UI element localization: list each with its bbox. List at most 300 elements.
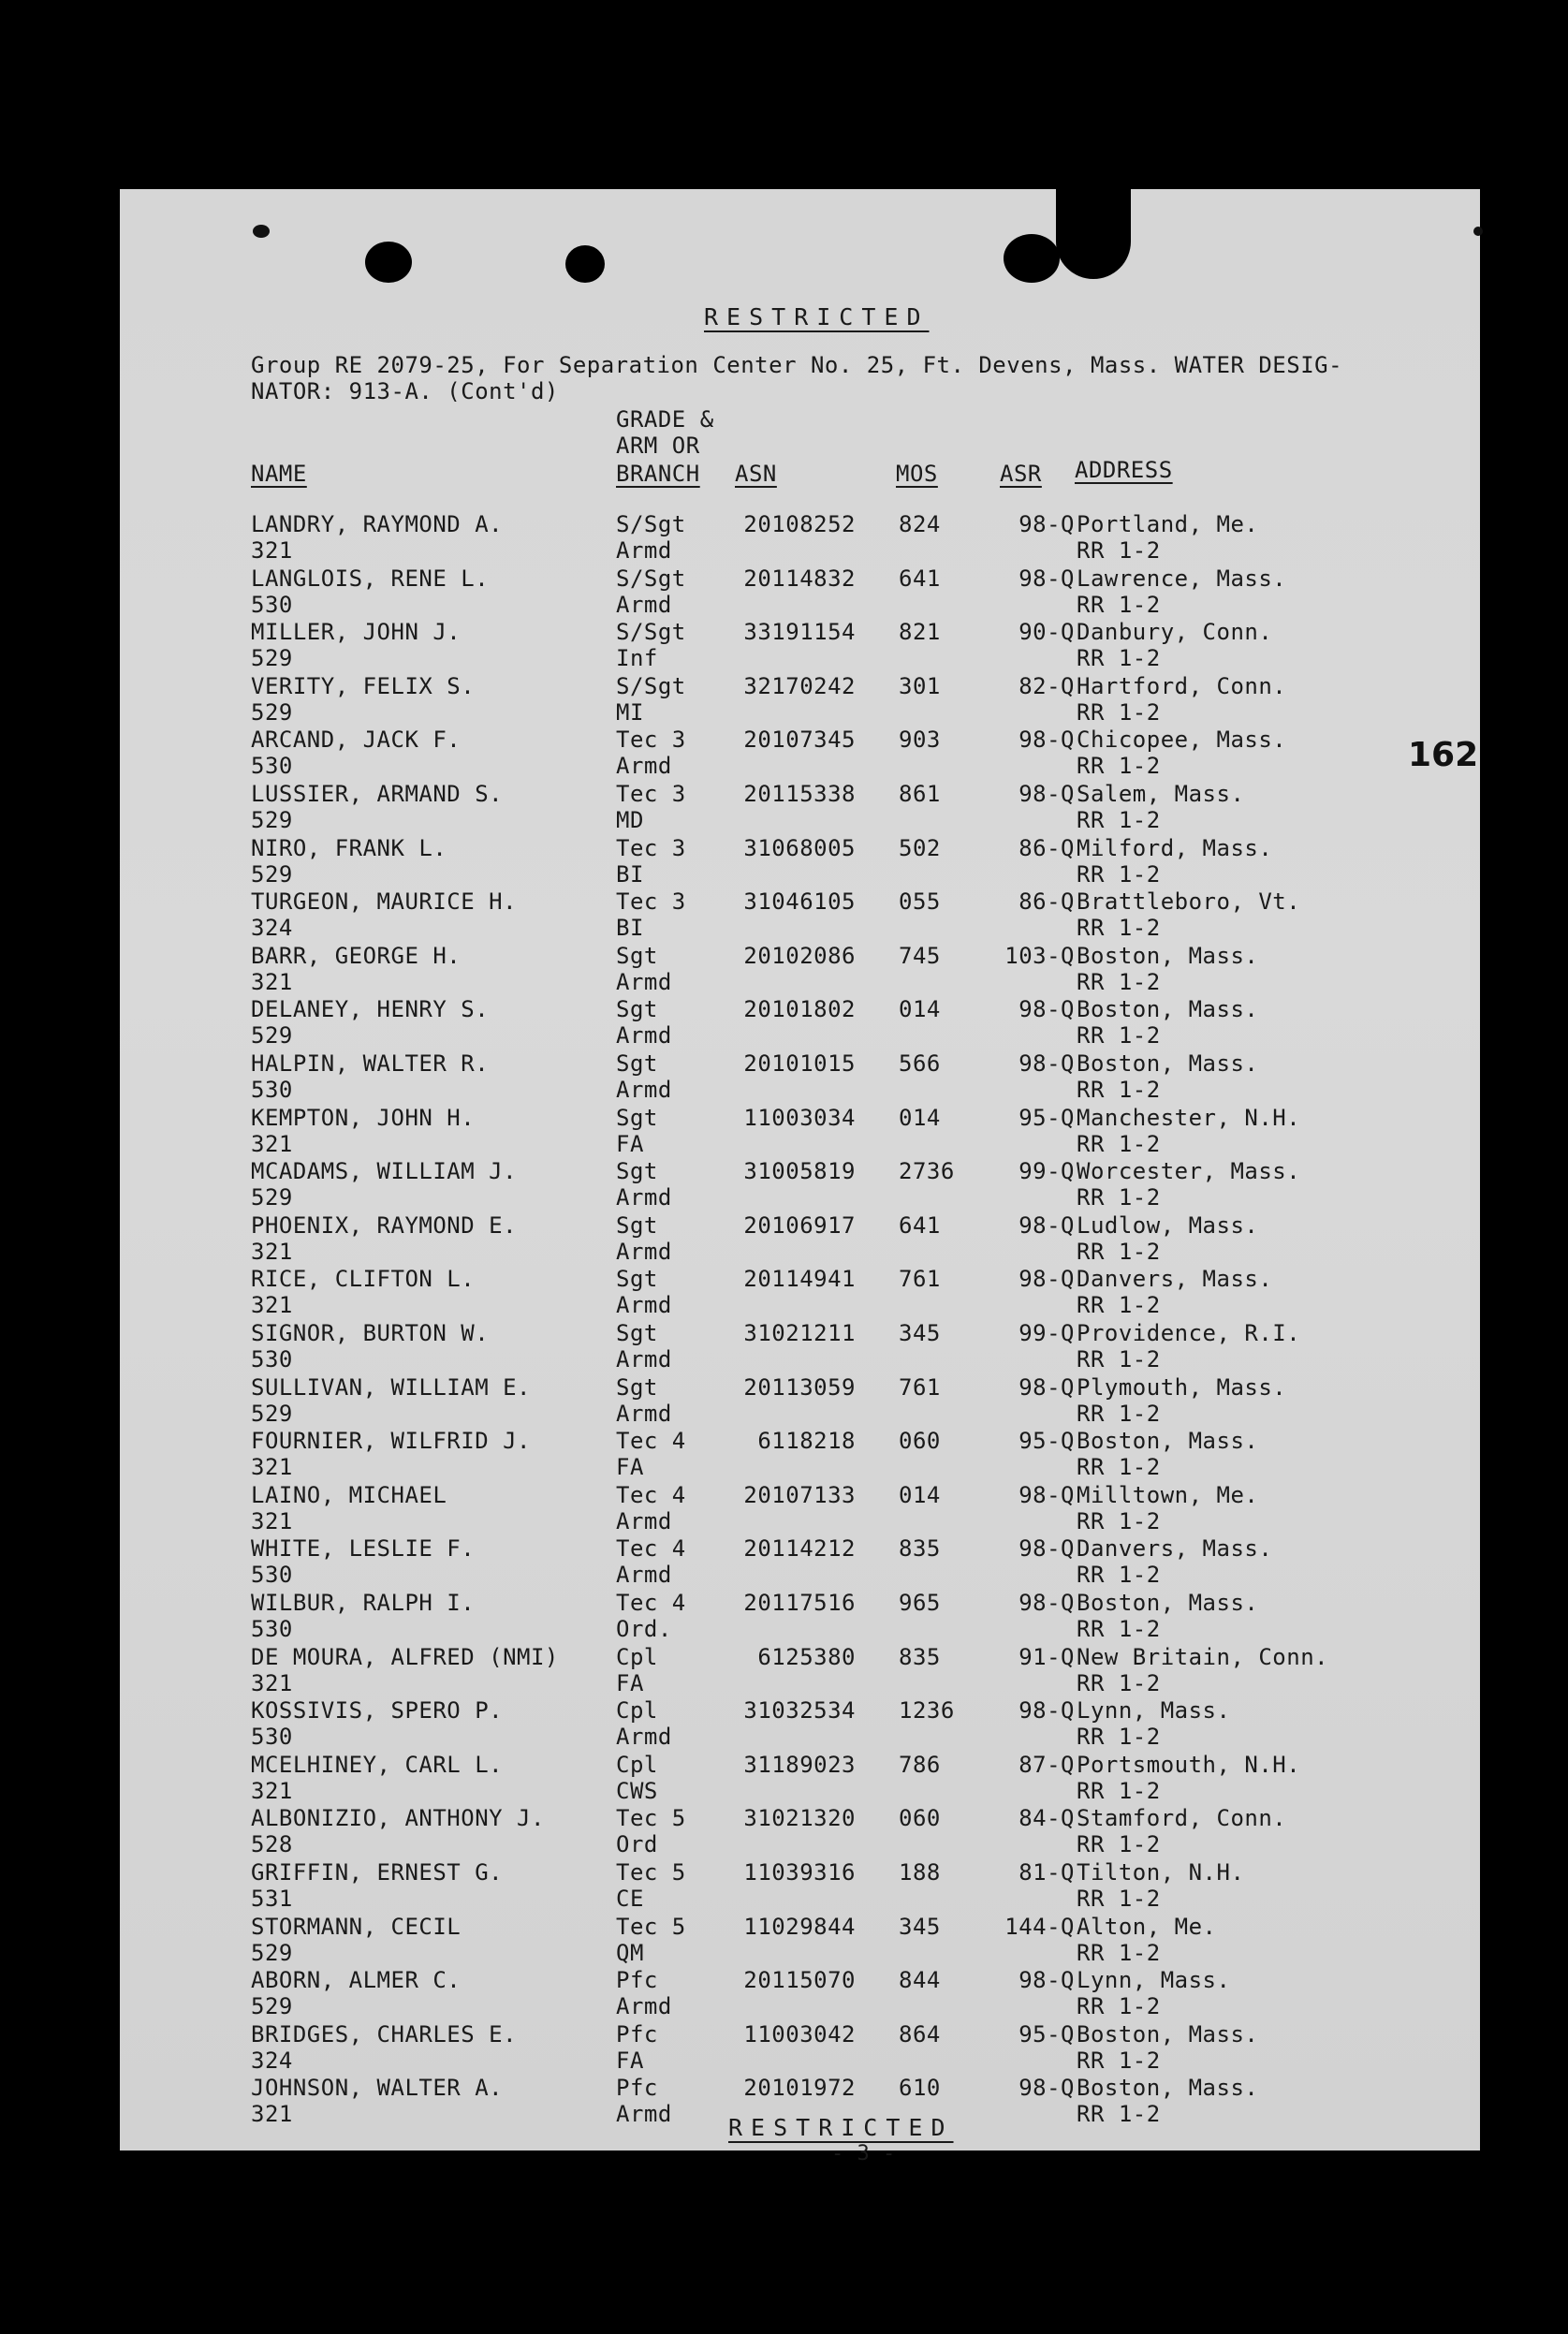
cell-rr: RR 1-2 <box>1077 1077 1161 1103</box>
table-row <box>120 996 1480 1050</box>
cell-asr: 144-Q <box>1004 1913 1075 1940</box>
cell-code: 321 <box>251 537 293 564</box>
cell-asr: 98-Q <box>1018 1590 1075 1616</box>
column-head-mos: MOS <box>896 461 938 487</box>
cell-name: LUSSIER, ARMAND S. <box>251 781 504 807</box>
cell-code: 321 <box>251 1292 293 1319</box>
cell-city: Milltown, Me. <box>1077 1481 1259 1508</box>
cell-code: 529 <box>251 1939 293 1966</box>
cell-city: Salem, Mass. <box>1077 781 1245 807</box>
cell-name: NIRO, FRANK L. <box>251 834 447 861</box>
cell-branch: MD <box>616 807 644 833</box>
cell-asr: 98-Q <box>1018 727 1075 754</box>
cell-mos: 864 <box>899 2020 941 2048</box>
cell-name: WHITE, LESLIE F. <box>251 1535 476 1563</box>
cell-asn: 20114941 <box>743 1266 856 1293</box>
cell-mos: 821 <box>899 619 941 646</box>
cell-branch: FA <box>616 1669 644 1696</box>
group-line-1: Group RE 2079-25, For Separation Center No. 25, Ft. Devens, Mass. WATER DESIG- <box>251 352 1343 378</box>
cell-name: KOSSIVIS, SPERO P. <box>251 1697 504 1725</box>
cell-asn: 20114832 <box>743 565 856 592</box>
cell-rr: RR 1-2 <box>1077 1130 1161 1157</box>
cell-code: 531 <box>251 1886 293 1912</box>
table-row <box>120 619 1480 673</box>
cell-mos: 014 <box>899 1104 941 1131</box>
cell-rr: RR 1-2 <box>1077 860 1161 888</box>
cell-grade: Tec 3 <box>616 781 686 807</box>
cell-city: Boston, Mass. <box>1077 996 1259 1023</box>
cell-branch: Armd <box>616 1724 672 1751</box>
cell-rr: RR 1-2 <box>1077 1777 1161 1804</box>
cell-branch: BI <box>616 915 644 942</box>
cell-asr: 98-Q <box>1018 1535 1075 1563</box>
cell-asn: 20101015 <box>743 1050 856 1077</box>
cell-asn: 20102086 <box>743 942 856 969</box>
cell-asn: 20107133 <box>743 1481 856 1508</box>
cell-grade: Cpl <box>616 1697 658 1725</box>
table-row <box>120 1697 1480 1752</box>
column-head-asn: ASN <box>735 461 777 487</box>
cell-name: VERITY, FELIX S. <box>251 672 476 699</box>
cell-mos: 566 <box>899 1050 941 1077</box>
cell-code: 530 <box>251 1724 293 1751</box>
column-head-grade-line1: GRADE & <box>616 406 714 433</box>
table-row <box>120 1859 1480 1914</box>
cell-asr: 98-Q <box>1018 1697 1075 1725</box>
cell-name: SIGNOR, BURTON W. <box>251 1320 490 1346</box>
restricted-header: RESTRICTED <box>704 303 930 330</box>
cell-branch: Armd <box>616 1238 672 1265</box>
cell-rr: RR 1-2 <box>1077 537 1161 564</box>
cell-grade: Pfc <box>616 2020 658 2048</box>
cell-asn: 6118218 <box>757 1428 856 1455</box>
cell-branch: QM <box>616 1939 644 1966</box>
cell-mos: 844 <box>899 1967 941 1994</box>
cell-branch: Armd <box>616 1292 672 1319</box>
cell-rr: RR 1-2 <box>1077 1669 1161 1696</box>
cell-asn: 31021320 <box>743 1805 856 1832</box>
cell-name: ABORN, ALMER C. <box>251 1967 462 1994</box>
table-row <box>120 565 1480 620</box>
cell-code: 324 <box>251 2047 293 2074</box>
column-head-grade-line2: ARM OR <box>616 433 700 459</box>
cell-code: 321 <box>251 1238 293 1265</box>
cell-city: Manchester, N.H. <box>1077 1104 1301 1131</box>
table-row <box>120 1428 1480 1482</box>
cell-city: Plymouth, Mass. <box>1077 1373 1287 1401</box>
cell-asn: 11003034 <box>743 1104 856 1131</box>
cell-code: 529 <box>251 1400 293 1427</box>
table-row <box>120 1050 1480 1105</box>
cell-code: 529 <box>251 645 293 672</box>
cell-name: DE MOURA, ALFRED (NMI) <box>251 1643 559 1670</box>
table-row <box>120 1535 1480 1590</box>
table-row <box>120 1644 1480 1698</box>
cell-branch: Armd <box>616 1346 672 1373</box>
page-number: - 3 - <box>831 2142 896 2165</box>
cell-asn: 20115338 <box>743 781 856 807</box>
cell-asr: 99-Q <box>1018 1158 1075 1185</box>
cell-rr: RR 1-2 <box>1077 753 1161 780</box>
cell-city: Lynn, Mass. <box>1077 1697 1231 1725</box>
cell-asn: 20108252 <box>743 511 856 537</box>
cell-asr: 98-Q <box>1018 2075 1075 2102</box>
cell-name: LANGLOIS, RENE L. <box>251 565 490 592</box>
cell-code: 530 <box>251 1077 293 1103</box>
cell-code: 321 <box>251 1507 293 1534</box>
punch-hole-left <box>365 242 412 283</box>
cell-asn: 31046105 <box>743 888 856 916</box>
cell-city: Ludlow, Mass. <box>1077 1211 1259 1239</box>
punch-hole-middle <box>565 245 605 283</box>
cell-branch: Armd <box>616 1184 672 1211</box>
cell-rr: RR 1-2 <box>1077 1831 1161 1858</box>
cell-grade: Sgt <box>616 1050 658 1077</box>
table-row <box>120 1320 1480 1374</box>
cell-code: 321 <box>251 968 293 995</box>
cell-city: Worcester, Mass. <box>1077 1158 1301 1185</box>
cell-name: BRIDGES, CHARLES E. <box>251 2020 518 2048</box>
cell-branch: Armd <box>616 1022 672 1050</box>
cell-city: Chicopee, Mass. <box>1077 727 1287 754</box>
cell-branch: Ord <box>616 1831 658 1858</box>
cell-city: Danbury, Conn. <box>1077 619 1273 646</box>
cell-branch: Armd <box>616 1562 672 1589</box>
cell-rr: RR 1-2 <box>1077 915 1161 942</box>
cell-asr: 86-Q <box>1018 834 1075 861</box>
cell-name: ALBONIZIO, ANTHONY J. <box>251 1805 545 1832</box>
cell-branch: Armd <box>616 537 672 564</box>
cell-code: 529 <box>251 1184 293 1211</box>
speck <box>1473 227 1483 236</box>
cell-mos: 345 <box>899 1320 941 1346</box>
cell-grade: Tec 3 <box>616 727 686 754</box>
cell-name: ARCAND, JACK F. <box>251 727 462 754</box>
cell-name: BARR, GEORGE H. <box>251 942 462 969</box>
cell-city: Hartford, Conn. <box>1077 672 1287 699</box>
cell-code: 321 <box>251 1130 293 1157</box>
cell-mos: 786 <box>899 1751 941 1778</box>
cell-rr: RR 1-2 <box>1077 2047 1161 2074</box>
cell-grade: Sgt <box>616 1373 658 1401</box>
group-line-2: NATOR: 913-A. (Cont'd) <box>251 378 559 404</box>
cell-name: PHOENIX, RAYMOND E. <box>251 1211 518 1239</box>
table-row <box>120 1805 1480 1859</box>
cell-branch: Armd <box>616 591 672 618</box>
cell-rr: RR 1-2 <box>1077 1292 1161 1319</box>
cell-name: FOURNIER, WILFRID J. <box>251 1428 531 1455</box>
table-row <box>120 1752 1480 1806</box>
cell-branch: MI <box>616 698 644 726</box>
cell-grade: Tec 4 <box>616 1428 686 1455</box>
cell-asr: 90-Q <box>1018 619 1075 646</box>
cell-rr: RR 1-2 <box>1077 968 1161 995</box>
cell-city: Boston, Mass. <box>1077 1428 1259 1455</box>
cell-grade: Sgt <box>616 1266 658 1293</box>
cell-grade: Tec 3 <box>616 888 686 916</box>
cell-code: 324 <box>251 915 293 942</box>
cell-name: MILLER, JOHN J. <box>251 619 462 646</box>
cell-asn: 11039316 <box>743 1859 856 1886</box>
cell-name: DELANEY, HENRY S. <box>251 996 490 1023</box>
cell-branch: BI <box>616 860 644 888</box>
cell-asr: 98-Q <box>1018 565 1075 592</box>
cell-city: Boston, Mass. <box>1077 1590 1259 1616</box>
cell-grade: Tec 5 <box>616 1913 686 1940</box>
cell-city: Boston, Mass. <box>1077 1050 1259 1077</box>
cell-asn: 20114212 <box>743 1535 856 1563</box>
cell-mos: 835 <box>899 1643 941 1670</box>
restricted-footer: RESTRICTED <box>728 2114 954 2141</box>
cell-city: Danvers, Mass. <box>1077 1535 1273 1563</box>
cell-name: HALPIN, WALTER R. <box>251 1050 490 1077</box>
cell-code: 530 <box>251 1562 293 1589</box>
cell-asn: 20113059 <box>743 1373 856 1401</box>
cell-asr: 98-Q <box>1018 1373 1075 1401</box>
cell-grade: Cpl <box>616 1643 658 1670</box>
cell-city: Alton, Me. <box>1077 1913 1217 1940</box>
cell-asr: 81-Q <box>1018 1859 1075 1886</box>
cell-name: JOHNSON, WALTER A. <box>251 2075 504 2102</box>
cell-grade: Cpl <box>616 1751 658 1778</box>
cell-rr: RR 1-2 <box>1077 1507 1161 1534</box>
cell-code: 528 <box>251 1831 293 1858</box>
table-row <box>120 1482 1480 1536</box>
cell-rr: RR 1-2 <box>1077 807 1161 833</box>
table-row <box>120 673 1480 727</box>
table-row <box>120 1914 1480 1968</box>
cell-branch: Inf <box>616 645 658 672</box>
table-row <box>120 943 1480 997</box>
cell-name: MCADAMS, WILLIAM J. <box>251 1158 518 1185</box>
cell-asn: 31005819 <box>743 1158 856 1185</box>
cell-mos: 060 <box>899 1805 941 1832</box>
column-head-branch: BRANCH <box>616 461 700 487</box>
cell-asr: 91-Q <box>1018 1643 1075 1670</box>
cell-code: 530 <box>251 591 293 618</box>
cell-city: Danvers, Mass. <box>1077 1266 1273 1293</box>
cell-grade: Tec 3 <box>616 834 686 861</box>
cell-mos: 014 <box>899 1481 941 1508</box>
cell-grade: Tec 5 <box>616 1859 686 1886</box>
cell-mos: 060 <box>899 1428 941 1455</box>
cell-grade: Sgt <box>616 1211 658 1239</box>
cell-rr: RR 1-2 <box>1077 698 1161 726</box>
cell-branch: Armd <box>616 2101 672 2128</box>
cell-branch: FA <box>616 2047 644 2074</box>
cell-grade: Tec 4 <box>616 1535 686 1563</box>
cell-asn: 20117516 <box>743 1590 856 1616</box>
cell-grade: Tec 4 <box>616 1481 686 1508</box>
table-row <box>120 511 1480 565</box>
table-row <box>120 1590 1480 1644</box>
cell-name: GRIFFIN, ERNEST G. <box>251 1859 504 1886</box>
cell-mos: 745 <box>899 942 941 969</box>
cell-asn: 11029844 <box>743 1913 856 1940</box>
table-row <box>120 1967 1480 2021</box>
cell-code: 529 <box>251 807 293 833</box>
cell-code: 530 <box>251 1346 293 1373</box>
column-head-asr: ASR <box>1000 461 1042 487</box>
cell-asr: 86-Q <box>1018 888 1075 916</box>
cell-code: 529 <box>251 698 293 726</box>
cell-mos: 861 <box>899 781 941 807</box>
cell-city: Portsmouth, N.H. <box>1077 1751 1301 1778</box>
stamp-number: 162 <box>1408 736 1479 774</box>
cell-city: Portland, Me. <box>1077 511 1259 537</box>
table-row <box>120 1158 1480 1212</box>
cell-mos: 301 <box>899 672 941 699</box>
cell-name: LAINO, MICHAEL <box>251 1481 447 1508</box>
cell-code: 530 <box>251 753 293 780</box>
cell-rr: RR 1-2 <box>1077 1939 1161 1966</box>
cell-city: Boston, Mass. <box>1077 2075 1259 2102</box>
cell-name: MCELHINEY, CARL L. <box>251 1751 504 1778</box>
cell-rr: RR 1-2 <box>1077 2101 1161 2128</box>
cell-name: RICE, CLIFTON L. <box>251 1266 476 1293</box>
cell-grade: Sgt <box>616 1158 658 1185</box>
cell-mos: 761 <box>899 1266 941 1293</box>
cell-asn: 20107345 <box>743 727 856 754</box>
table-row <box>120 835 1480 889</box>
cell-name: LANDRY, RAYMOND A. <box>251 511 504 537</box>
cell-city: Boston, Mass. <box>1077 2020 1259 2048</box>
cell-branch: FA <box>616 1454 644 1481</box>
cell-name: STORMANN, CECIL <box>251 1913 462 1940</box>
cell-city: Milford, Mass. <box>1077 834 1273 861</box>
cell-branch: Ord. <box>616 1616 672 1642</box>
cell-asn: 20106917 <box>743 1211 856 1239</box>
cell-rr: RR 1-2 <box>1077 1993 1161 2020</box>
cell-mos: 610 <box>899 2075 941 2102</box>
cell-mos: 835 <box>899 1535 941 1563</box>
cell-asn: 20101972 <box>743 2075 856 2102</box>
cell-mos: 014 <box>899 996 941 1023</box>
cell-branch: FA <box>616 1130 644 1157</box>
cell-asr: 95-Q <box>1018 1104 1075 1131</box>
paper-tear <box>1056 189 1131 279</box>
cell-grade: S/Sgt <box>616 511 686 537</box>
cell-rr: RR 1-2 <box>1077 1400 1161 1427</box>
cell-mos: 1236 <box>899 1697 955 1725</box>
cell-code: 321 <box>251 2101 293 2128</box>
cell-asn: 20115070 <box>743 1967 856 1994</box>
table-row <box>120 1105 1480 1159</box>
cell-asr: 99-Q <box>1018 1320 1075 1346</box>
cell-asn: 11003042 <box>743 2020 856 2048</box>
cell-mos: 824 <box>899 511 941 537</box>
cell-code: 529 <box>251 1993 293 2020</box>
cell-branch: CWS <box>616 1777 658 1804</box>
cell-grade: Tec 4 <box>616 1590 686 1616</box>
table-row <box>120 2021 1480 2076</box>
table-row <box>120 1212 1480 1267</box>
cell-city: Tilton, N.H. <box>1077 1859 1245 1886</box>
cell-name: WILBUR, RALPH I. <box>251 1590 476 1616</box>
cell-asn: 31032534 <box>743 1697 856 1725</box>
cell-branch: Armd <box>616 753 672 780</box>
cell-asr: 87-Q <box>1018 1751 1075 1778</box>
cell-branch: CE <box>616 1886 644 1912</box>
cell-mos: 965 <box>899 1590 941 1616</box>
table-row <box>120 1374 1480 1429</box>
cell-asr: 98-Q <box>1018 1967 1075 1994</box>
cell-mos: 055 <box>899 888 941 916</box>
cell-asr: 98-Q <box>1018 1050 1075 1077</box>
cell-city: Boston, Mass. <box>1077 942 1259 969</box>
cell-asn: 31068005 <box>743 834 856 861</box>
cell-asr: 84-Q <box>1018 1805 1075 1832</box>
cell-asn: 20101802 <box>743 996 856 1023</box>
cell-rr: RR 1-2 <box>1077 1184 1161 1211</box>
cell-rr: RR 1-2 <box>1077 1238 1161 1265</box>
table-row <box>120 888 1480 943</box>
cell-asn: 31021211 <box>743 1320 856 1346</box>
cell-city: New Britain, Conn. <box>1077 1643 1329 1670</box>
cell-code: 321 <box>251 1669 293 1696</box>
cell-mos: 345 <box>899 1913 941 1940</box>
cell-asr: 98-Q <box>1018 781 1075 807</box>
cell-rr: RR 1-2 <box>1077 591 1161 618</box>
column-head-address: ADDRESS <box>1075 457 1173 483</box>
cell-code: 529 <box>251 860 293 888</box>
cell-branch: Armd <box>616 968 672 995</box>
cell-grade: Pfc <box>616 2075 658 2102</box>
cell-grade: S/Sgt <box>616 565 686 592</box>
cell-code: 530 <box>251 1616 293 1642</box>
cell-city: Lynn, Mass. <box>1077 1967 1231 1994</box>
cell-asr: 98-Q <box>1018 1211 1075 1239</box>
cell-mos: 502 <box>899 834 941 861</box>
cell-code: 321 <box>251 1777 293 1804</box>
cell-code: 321 <box>251 1454 293 1481</box>
cell-grade: Tec 5 <box>616 1805 686 1832</box>
punch-hole-right <box>1004 234 1060 283</box>
cell-grade: Sgt <box>616 942 658 969</box>
cell-code: 529 <box>251 1022 293 1050</box>
cell-branch: Armd <box>616 1507 672 1534</box>
cell-city: Providence, R.I. <box>1077 1320 1301 1346</box>
cell-grade: Sgt <box>616 996 658 1023</box>
table-row <box>120 1266 1480 1320</box>
table-row <box>120 727 1480 781</box>
cell-grade: S/Sgt <box>616 672 686 699</box>
cell-asn: 6125380 <box>757 1643 856 1670</box>
cell-rr: RR 1-2 <box>1077 1886 1161 1912</box>
cell-rr: RR 1-2 <box>1077 645 1161 672</box>
cell-name: TURGEON, MAURICE H. <box>251 888 518 916</box>
cell-rr: RR 1-2 <box>1077 1346 1161 1373</box>
document-page <box>120 189 1480 2165</box>
cell-grade: Sgt <box>616 1320 658 1346</box>
cell-mos: 903 <box>899 727 941 754</box>
cell-asn: 33191154 <box>743 619 856 646</box>
speck <box>253 225 270 238</box>
cell-grade: Pfc <box>616 1967 658 1994</box>
cell-city: Brattleboro, Vt. <box>1077 888 1301 916</box>
cell-asr: 98-Q <box>1018 1266 1075 1293</box>
cell-rr: RR 1-2 <box>1077 1022 1161 1050</box>
cell-rr: RR 1-2 <box>1077 1724 1161 1751</box>
cell-rr: RR 1-2 <box>1077 1616 1161 1642</box>
cell-mos: 641 <box>899 565 941 592</box>
cell-rr: RR 1-2 <box>1077 1562 1161 1589</box>
cell-grade: S/Sgt <box>616 619 686 646</box>
column-head-name: NAME <box>251 461 307 487</box>
cell-asn: 31189023 <box>743 1751 856 1778</box>
cell-asr: 98-Q <box>1018 1481 1075 1508</box>
cell-name: KEMPTON, JOHN H. <box>251 1104 476 1131</box>
